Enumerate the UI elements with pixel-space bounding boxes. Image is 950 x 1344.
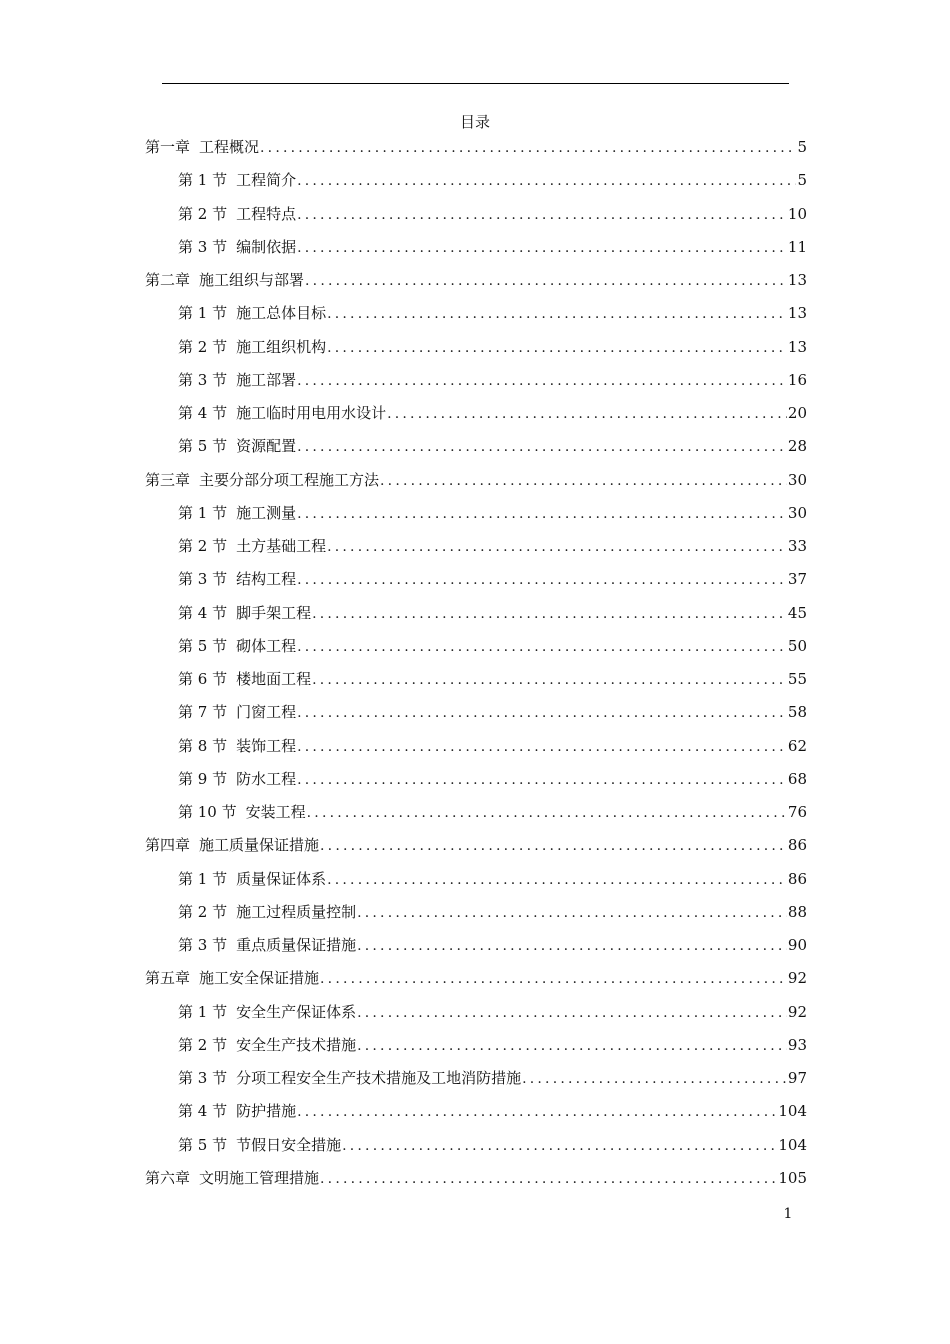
toc-dot-leader [260,138,796,158]
toc-entry-label: 工程特点 [236,204,297,223]
toc-dot-leader [307,803,787,823]
toc-entry-page: 68 [787,769,807,788]
toc-section-entry[interactable] [178,1035,807,1055]
toc-entry-label: 施工测量 [236,503,297,522]
toc-entry-label: 施工组织机构 [236,337,327,356]
toc-entry-number: 第 2 节 [178,537,228,555]
toc-entry-label: 文明施工管理措施 [199,1168,320,1187]
toc-entry-number: 第三章 [145,470,191,489]
toc-section-entry[interactable] [178,436,807,456]
toc-entry-number: 第 3 节 [178,570,228,589]
toc-entry-number: 第 7 节 [178,703,228,722]
toc-section-entry[interactable] [178,1002,807,1022]
toc-entry-number: 第五章 [145,969,191,988]
toc-entry-page: 30 [787,503,807,522]
toc-chapter-entry[interactable] [145,1168,807,1188]
toc-entry-number: 第 2 节 [178,204,228,223]
toc-chapter-entry[interactable] [145,835,807,855]
header-rule [162,83,789,84]
toc-dot-leader [387,404,787,424]
toc-entry-label: 质量保证体系 [236,869,327,888]
toc-entry-number: 第 4 节 [178,1102,228,1121]
toc-entry-page: 86 [787,869,807,888]
toc-entry-number: 第 3 节 [178,936,228,954]
toc-dot-leader [327,304,787,324]
toc-entry-number: 第 9 节 [178,769,228,788]
toc-entry-page: 5 [797,171,807,190]
toc-entry-number: 第 5 节 [178,636,228,655]
toc-entry-label: 装饰工程 [236,736,297,755]
toc-entry-number: 第 3 节 [178,370,228,389]
toc-entry-number: 第 6 节 [178,670,228,688]
toc-dot-leader [357,1003,787,1023]
toc-entry-number: 第 1 节 [178,503,228,522]
toc-dot-leader [305,271,787,291]
toc-section-entry[interactable] [178,1068,807,1088]
toc-dot-leader [297,770,787,790]
toc-entry-page: 45 [787,603,807,622]
toc-dot-leader [522,1069,787,1089]
toc-section-entry[interactable] [178,536,807,556]
toc-entry-label: 土方基础工程 [236,537,327,555]
toc-entry-number: 第 2 节 [178,902,228,921]
toc-dot-leader [380,471,787,491]
toc-entry-number: 第 3 节 [178,237,228,256]
toc-entry-label: 安全生产保证体系 [236,1002,357,1021]
toc-chapter-entry[interactable] [145,137,807,157]
toc-entry-label: 施工质量保证措施 [199,836,320,855]
toc-section-entry[interactable] [178,935,807,955]
toc-section-entry[interactable] [178,769,807,789]
toc-entry-page: 104 [778,1135,807,1154]
toc-entry-label: 楼地面工程 [236,670,312,688]
toc-entry-label: 砌体工程 [236,636,297,655]
toc-dot-leader [297,1102,777,1122]
toc-entry-label: 编制依据 [236,237,297,256]
toc-entry-label: 施工临时用电用水设计 [236,404,387,422]
toc-entry-page: 105 [778,1168,807,1187]
toc-section-entry[interactable] [178,403,807,423]
toc-entry-page: 55 [787,670,807,688]
toc-entry-page: 50 [787,636,807,655]
toc-entry-label: 分项工程安全生产技术措施及工地消防措施 [236,1069,522,1087]
toc-section-entry[interactable] [178,503,807,523]
toc-entry-label: 安全生产技术措施 [236,1035,357,1054]
toc-section-entry[interactable] [178,902,807,922]
toc-entry-page: 90 [787,936,807,954]
toc-section-entry[interactable] [178,702,807,722]
toc-dot-leader [297,205,787,225]
toc-entry-number: 第 1 节 [178,869,228,888]
toc-entry-page: 11 [787,237,807,256]
toc-entry-page: 28 [787,437,807,456]
toc-entry-page: 62 [787,736,807,755]
toc-entry-number: 第 1 节 [178,304,228,323]
toc-dot-leader [357,1036,787,1056]
toc-entry-number: 第 1 节 [178,171,228,190]
toc-section-entry[interactable] [178,237,807,257]
toc-dot-leader [297,737,787,757]
toc-entry-label: 工程概况 [199,138,260,156]
toc-entry-page: 5 [797,138,807,156]
toc-entry-number: 第 8 节 [178,736,228,755]
toc-section-entry[interactable] [178,669,807,689]
toc-entry-number: 第 10 节 [178,803,237,821]
toc-section-entry[interactable] [178,337,807,357]
toc-dot-leader [297,703,787,723]
toc-dot-leader [297,171,796,191]
page-number: 1 [783,1206,793,1222]
toc-section-entry[interactable] [178,802,807,822]
toc-section-entry[interactable] [178,170,807,190]
toc-dot-leader [312,670,787,690]
toc-entry-label: 结构工程 [236,570,297,589]
toc-entry-page: 37 [787,570,807,589]
toc-dot-leader [320,969,787,989]
toc-entry-label: 防水工程 [236,769,297,788]
toc-entry-label: 重点质量保证措施 [236,936,357,954]
toc-section-entry[interactable] [178,636,807,656]
toc-section-entry[interactable] [178,569,807,589]
toc-section-entry[interactable] [178,370,807,390]
toc-entry-number: 第 4 节 [178,603,228,622]
toc-section-entry[interactable] [178,1135,807,1155]
toc-entry-number: 第二章 [145,271,191,289]
toc-dot-leader [357,936,787,956]
toc-dot-leader [320,836,787,856]
toc-dot-leader [297,570,787,590]
toc-entry-page: 92 [787,969,807,988]
toc-entry-page: 86 [787,836,807,855]
toc-entry-page: 104 [778,1102,807,1121]
toc-section-entry[interactable] [178,204,807,224]
toc-section-entry[interactable] [178,869,807,889]
toc-section-entry[interactable] [178,1101,807,1121]
toc-entry-label: 安装工程 [245,803,306,821]
toc-entry-label: 施工安全保证措施 [199,969,320,988]
toc-entry-page: 58 [787,703,807,722]
toc-dot-leader [297,238,787,258]
toc-entry-label: 防护措施 [236,1102,297,1121]
toc-entry-page: 93 [787,1035,807,1054]
toc-title: 目录 [459,113,490,131]
toc-entry-label: 施工部署 [236,370,297,389]
toc-entry-label: 节假日安全措施 [236,1135,342,1154]
toc-entry-number: 第 2 节 [178,337,228,356]
toc-entry-number: 第 1 节 [178,1002,228,1021]
toc-entry-page: 92 [787,1002,807,1021]
toc-entry-page: 16 [787,370,807,389]
toc-dot-leader [327,870,787,890]
toc-dot-leader [297,437,787,457]
toc-entry-page: 30 [787,470,807,489]
toc-dot-leader [297,504,787,524]
toc-entry-page: 13 [787,337,807,356]
toc-entry-number: 第 2 节 [178,1035,228,1054]
toc-entry-page: 76 [787,803,807,821]
toc-entry-number: 第 5 节 [178,1135,228,1154]
toc-section-entry[interactable] [178,603,807,623]
toc-dot-leader [320,1169,777,1189]
toc-entry-label: 主要分部分项工程施工方法 [199,470,380,489]
toc-entry-number: 第 3 节 [178,1069,228,1087]
toc-dot-leader [327,338,787,358]
toc-entry-page: 13 [787,304,807,323]
toc-entry-number: 第四章 [145,836,191,855]
toc-section-entry[interactable] [178,303,807,323]
toc-entry-page: 13 [787,271,807,289]
toc-entry-number: 第一章 [145,138,191,156]
toc-entry-label: 资源配置 [236,437,297,456]
toc-entry-label: 施工过程质量控制 [236,902,357,921]
toc-entry-number: 第 4 节 [178,404,228,422]
toc-chapter-entry[interactable] [145,968,807,988]
toc-dot-leader [357,903,787,923]
toc-entry-number: 第 5 节 [178,437,228,456]
toc-dot-leader [297,371,787,391]
toc-dot-leader [297,637,787,657]
toc-section-entry[interactable] [178,736,807,756]
toc-entry-label: 脚手架工程 [236,603,312,622]
toc-dot-leader [327,537,787,557]
toc-entry-label: 施工总体目标 [236,304,327,323]
toc-entry-label: 门窗工程 [236,703,297,722]
toc-entry-page: 88 [787,902,807,921]
toc-entry-label: 施工组织与部署 [199,271,305,289]
toc-entry-label: 工程简介 [236,171,297,190]
toc-dot-leader [342,1136,777,1156]
toc-entry-page: 97 [787,1069,807,1087]
toc-dot-leader [312,604,787,624]
toc-entry-page: 33 [787,537,807,555]
toc-chapter-entry[interactable] [145,470,807,490]
toc-chapter-entry[interactable] [145,270,807,290]
toc-entry-page: 10 [787,204,807,223]
toc-entry-page: 20 [787,404,807,422]
toc-entry-number: 第六章 [145,1168,191,1187]
